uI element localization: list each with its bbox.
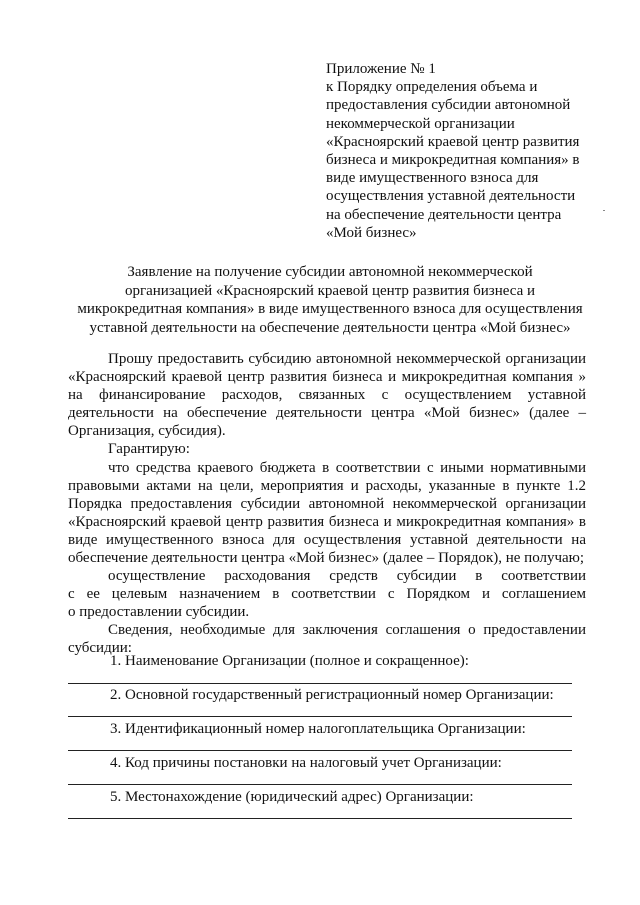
guarantee-line: о предоставлении субсидии.	[68, 604, 250, 620]
info-intro-line: субсидии:	[68, 640, 132, 656]
guarantee-line: виде имущественного взноса для осуществления уставной деятельности на	[68, 532, 586, 548]
appendix-line: «Мой бизнес»	[326, 224, 417, 241]
item-org-name-fill-line	[68, 683, 572, 684]
guarantee-line: осуществление расходования средств субсидии в соответствии	[108, 568, 586, 584]
guarantee-heading: Гарантирую:	[108, 441, 190, 457]
item-address-fill-line	[68, 818, 572, 819]
appendix-line: некоммерческой организации	[326, 115, 515, 132]
request-paragraph-line: деятельности на обеспечение деятельности центра «Мой бизнес» (далее –	[68, 405, 586, 421]
item-address-label: 5. Местонахождение (юридический адрес) Организации:	[110, 789, 474, 805]
guarantee-line: «Красноярский краевой центр развития бизнеса и микрокредитная компания» в	[68, 514, 586, 530]
request-paragraph-line: «Красноярский краевой центр развития бизнеса и микрокредитная компания »	[68, 369, 586, 385]
appendix-line: осуществления уставной деятельности	[326, 188, 576, 205]
appendix-line: «Красноярский краевой центр развития	[326, 133, 580, 150]
appendix-line: к Порядку определения объема и	[326, 79, 538, 96]
guarantee-line: с ее целевым назначением в соответствии с Порядком и соглашением	[68, 586, 586, 602]
item-ogrn-label: 2. Основной государственный регистрационный номер Организации:	[110, 687, 554, 703]
appendix-line: виде имущественного взноса для	[326, 170, 539, 187]
item-inn-fill-line	[68, 750, 572, 751]
appendix-line: бизнеса и микрокредитная компания» в	[326, 152, 580, 169]
request-paragraph-line: Прошу предоставить субсидию автономной некоммерческой организации	[108, 351, 586, 367]
guarantee-line: обеспечение деятельности центра «Мой бизнес» (далее – Порядок), не получаю;	[68, 550, 585, 566]
request-paragraph-line: Организация, субсидия).	[68, 423, 226, 439]
guarantee-line: правовыми актами на цели, мероприятия и расходы, указанные в пункте 1.2	[68, 478, 586, 494]
title-line: микрокредитная компания» в виде имущественного взноса для осуществления	[77, 301, 583, 317]
appendix-line: предоставления субсидии автономной	[326, 97, 571, 114]
title-line: Заявление на получение субсидии автономной некоммерческой	[127, 264, 533, 280]
guarantee-line: что средства краевого бюджета в соответствии с иными нормативными	[108, 460, 586, 476]
request-paragraph-line: на финансирование расходов, связанных с осуществлением уставной	[68, 387, 586, 403]
appendix-line: Приложение № 1	[326, 61, 436, 77]
appendix-header	[326, 60, 596, 242]
item-inn-label: 3. Идентификационный номер налогоплательщика Организации:	[110, 721, 526, 737]
item-kpp-fill-line	[68, 784, 572, 785]
appendix-line: на обеспечение деятельности центра	[326, 206, 562, 223]
document-title	[40, 263, 620, 337]
guarantee-line: Порядка предоставления субсидии автономной некоммерческой организации	[68, 496, 586, 512]
item-kpp-label: 4. Код причины постановки на налоговый учет Организации:	[110, 755, 502, 771]
item-org-name-label: 1. Наименование Организации (полное и сокращенное):	[110, 653, 469, 669]
item-ogrn-fill-line	[68, 716, 572, 717]
title-line: уставной деятельности на обеспечение деятельности центра «Мой бизнес»	[89, 319, 571, 336]
scan-speck	[603, 210, 605, 211]
title-line: организацией «Красноярский краевой центр развития бизнеса и	[124, 282, 536, 299]
info-intro-line: Сведения, необходимые для заключения соглашения о предоставлении	[108, 622, 586, 638]
